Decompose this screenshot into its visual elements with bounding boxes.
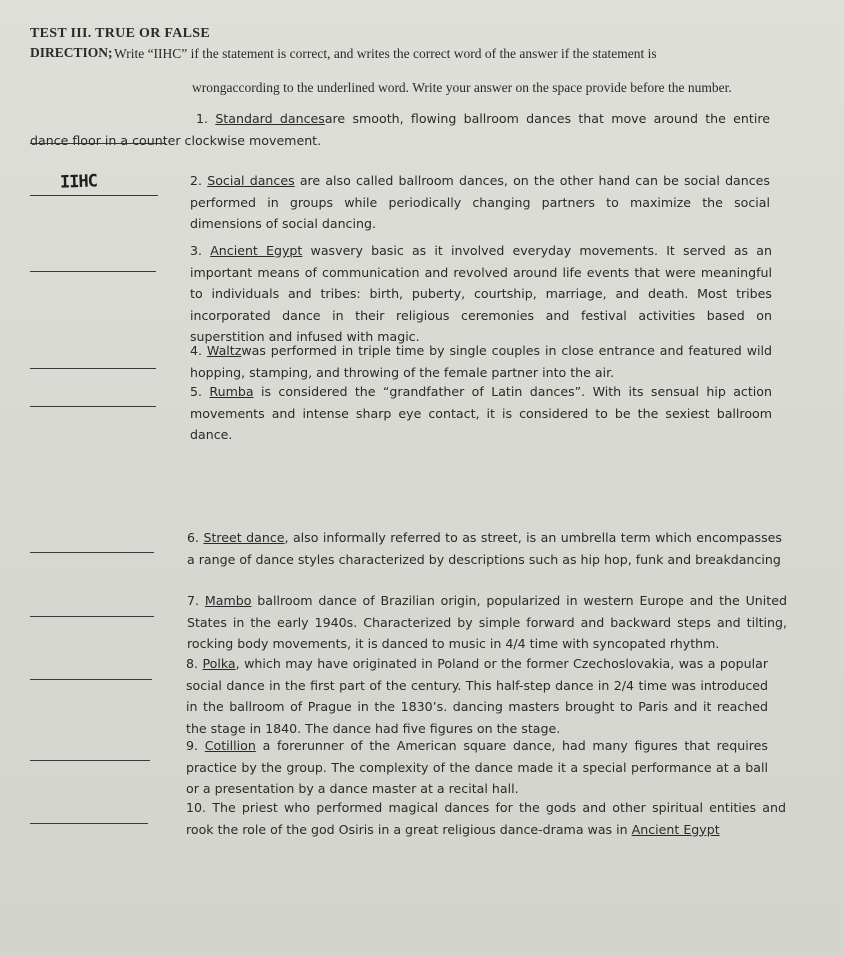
item-9 <box>186 735 768 800</box>
item-10 <box>186 797 786 840</box>
item-number: 8. <box>186 656 199 671</box>
item-text: wasvery basic as it involved everyday movements. It served as an important means of communication and revolved around life events that were meaningful to individuals and tribes: birth, puberty, courtship, marriage, and death. Most tribes incorporated dance in their religious ceremonies and festival activities based on superstition and infused with magic. <box>190 243 772 344</box>
direction-first-line: Write “IIHC” if the statement is correct, and writes the correct word of the answer if the statement is <box>114 46 657 61</box>
item-7 <box>187 590 787 655</box>
item-number: 1. <box>196 111 209 126</box>
answer-blank-5[interactable] <box>30 406 156 407</box>
test-heading: TEST III. TRUE OR FALSE <box>30 26 211 41</box>
underlined-term: Standard dances <box>215 111 325 126</box>
item-number: 9. <box>186 738 199 753</box>
item-6 <box>187 527 782 570</box>
item-number: 7. <box>187 593 200 608</box>
item-2 <box>190 170 770 235</box>
item-text: , which may have originated in Poland or the former Czechoslovakia, was a popular social dance in the first part of the century. This half-step dance in 2/4 time was introduced in the ballroom of Prague in the 1830’s. dancing masters brought to Paris and it reached the stage in 1840. The dance had five figures on the stage. <box>186 656 768 736</box>
item-text: are smooth, flowing ballroom dances that move around the entire dance floor in a counter clockwise movement. <box>30 111 770 148</box>
underlined-term: Polka <box>202 656 236 671</box>
item-number: 6. <box>187 530 200 545</box>
item-text: was performed in triple time by single couples in close entrance and featured wild hopping, stamping, and throwing of the female partner into the air. <box>190 343 772 380</box>
answer-blank-3[interactable] <box>30 271 156 272</box>
direction-rest-text: wrongaccording to the underlined word. Write your answer on the space provide before the number. <box>192 80 732 95</box>
underlined-term: Cotillion <box>204 738 256 753</box>
item-1 <box>30 108 770 151</box>
item-number: 4. <box>190 343 203 358</box>
item-text: is considered the “grandfather of Latin dances”. With its sensual hip action movements and intense sharp eye contact, it is considered to be the sexiest ballroom dance. <box>190 384 772 442</box>
item-text: , also informally referred to as street, is an umbrella term which encompasses a range of dance styles characterized by descriptions such as hip hop, funk and breakdancing <box>187 530 782 567</box>
item-number: 10. <box>186 800 207 815</box>
answer-blank-4[interactable] <box>30 368 156 369</box>
item-4 <box>190 340 772 383</box>
answer-blank-8[interactable] <box>30 679 152 680</box>
item-text: a forerunner of the American square dance, had many figures that requires practice by the group. The complexity of the dance made it a special performance at a ball or a presentation by a dance master at a recital hall. <box>186 738 768 796</box>
item-text: are also called ballroom dances, on the other hand can be social dances performed in groups while periodically changing partners to maximize the social dimensions of social dancing. <box>190 173 770 231</box>
answer-blank-9[interactable] <box>30 760 150 761</box>
item-number: 3. <box>190 243 203 258</box>
underlined-term: Waltz <box>206 343 242 358</box>
answer-blank-10[interactable] <box>30 823 148 824</box>
item-3 <box>190 240 772 348</box>
item-number: 2. <box>190 173 203 188</box>
item-5 <box>190 381 772 446</box>
underlined-term: Ancient Egypt <box>210 243 303 258</box>
direction-label: DIRECTION; <box>30 45 113 60</box>
item-8 <box>186 653 768 739</box>
answer-blank-2[interactable] <box>30 195 158 196</box>
answer-blank-7[interactable] <box>30 616 154 617</box>
underlined-term: Street dance <box>203 530 285 545</box>
underlined-term: Mambo <box>204 593 252 608</box>
handwritten-answer-2: IIHC <box>59 171 98 193</box>
item-number: 5. <box>190 384 203 399</box>
item-text: ballroom dance of Brazilian origin, popularized in western Europe and the United States in the early 1940s. Characterized by simple forward and backward steps and tilting, rocking body movements, it is danced to music in 4/4 time with syncopated rhythm. <box>187 593 787 651</box>
answer-blank-6[interactable] <box>30 552 154 553</box>
item-text: The priest who performed magical dances for the gods and other spiritual entities and rook the role of the god Osiris in a great religious dance-drama was in <box>186 800 786 837</box>
underlined-term: Rumba <box>209 384 254 399</box>
underlined-term: Social dances <box>207 173 295 188</box>
direction-rest <box>192 59 752 97</box>
underlined-term: Ancient Egypt <box>631 821 720 837</box>
